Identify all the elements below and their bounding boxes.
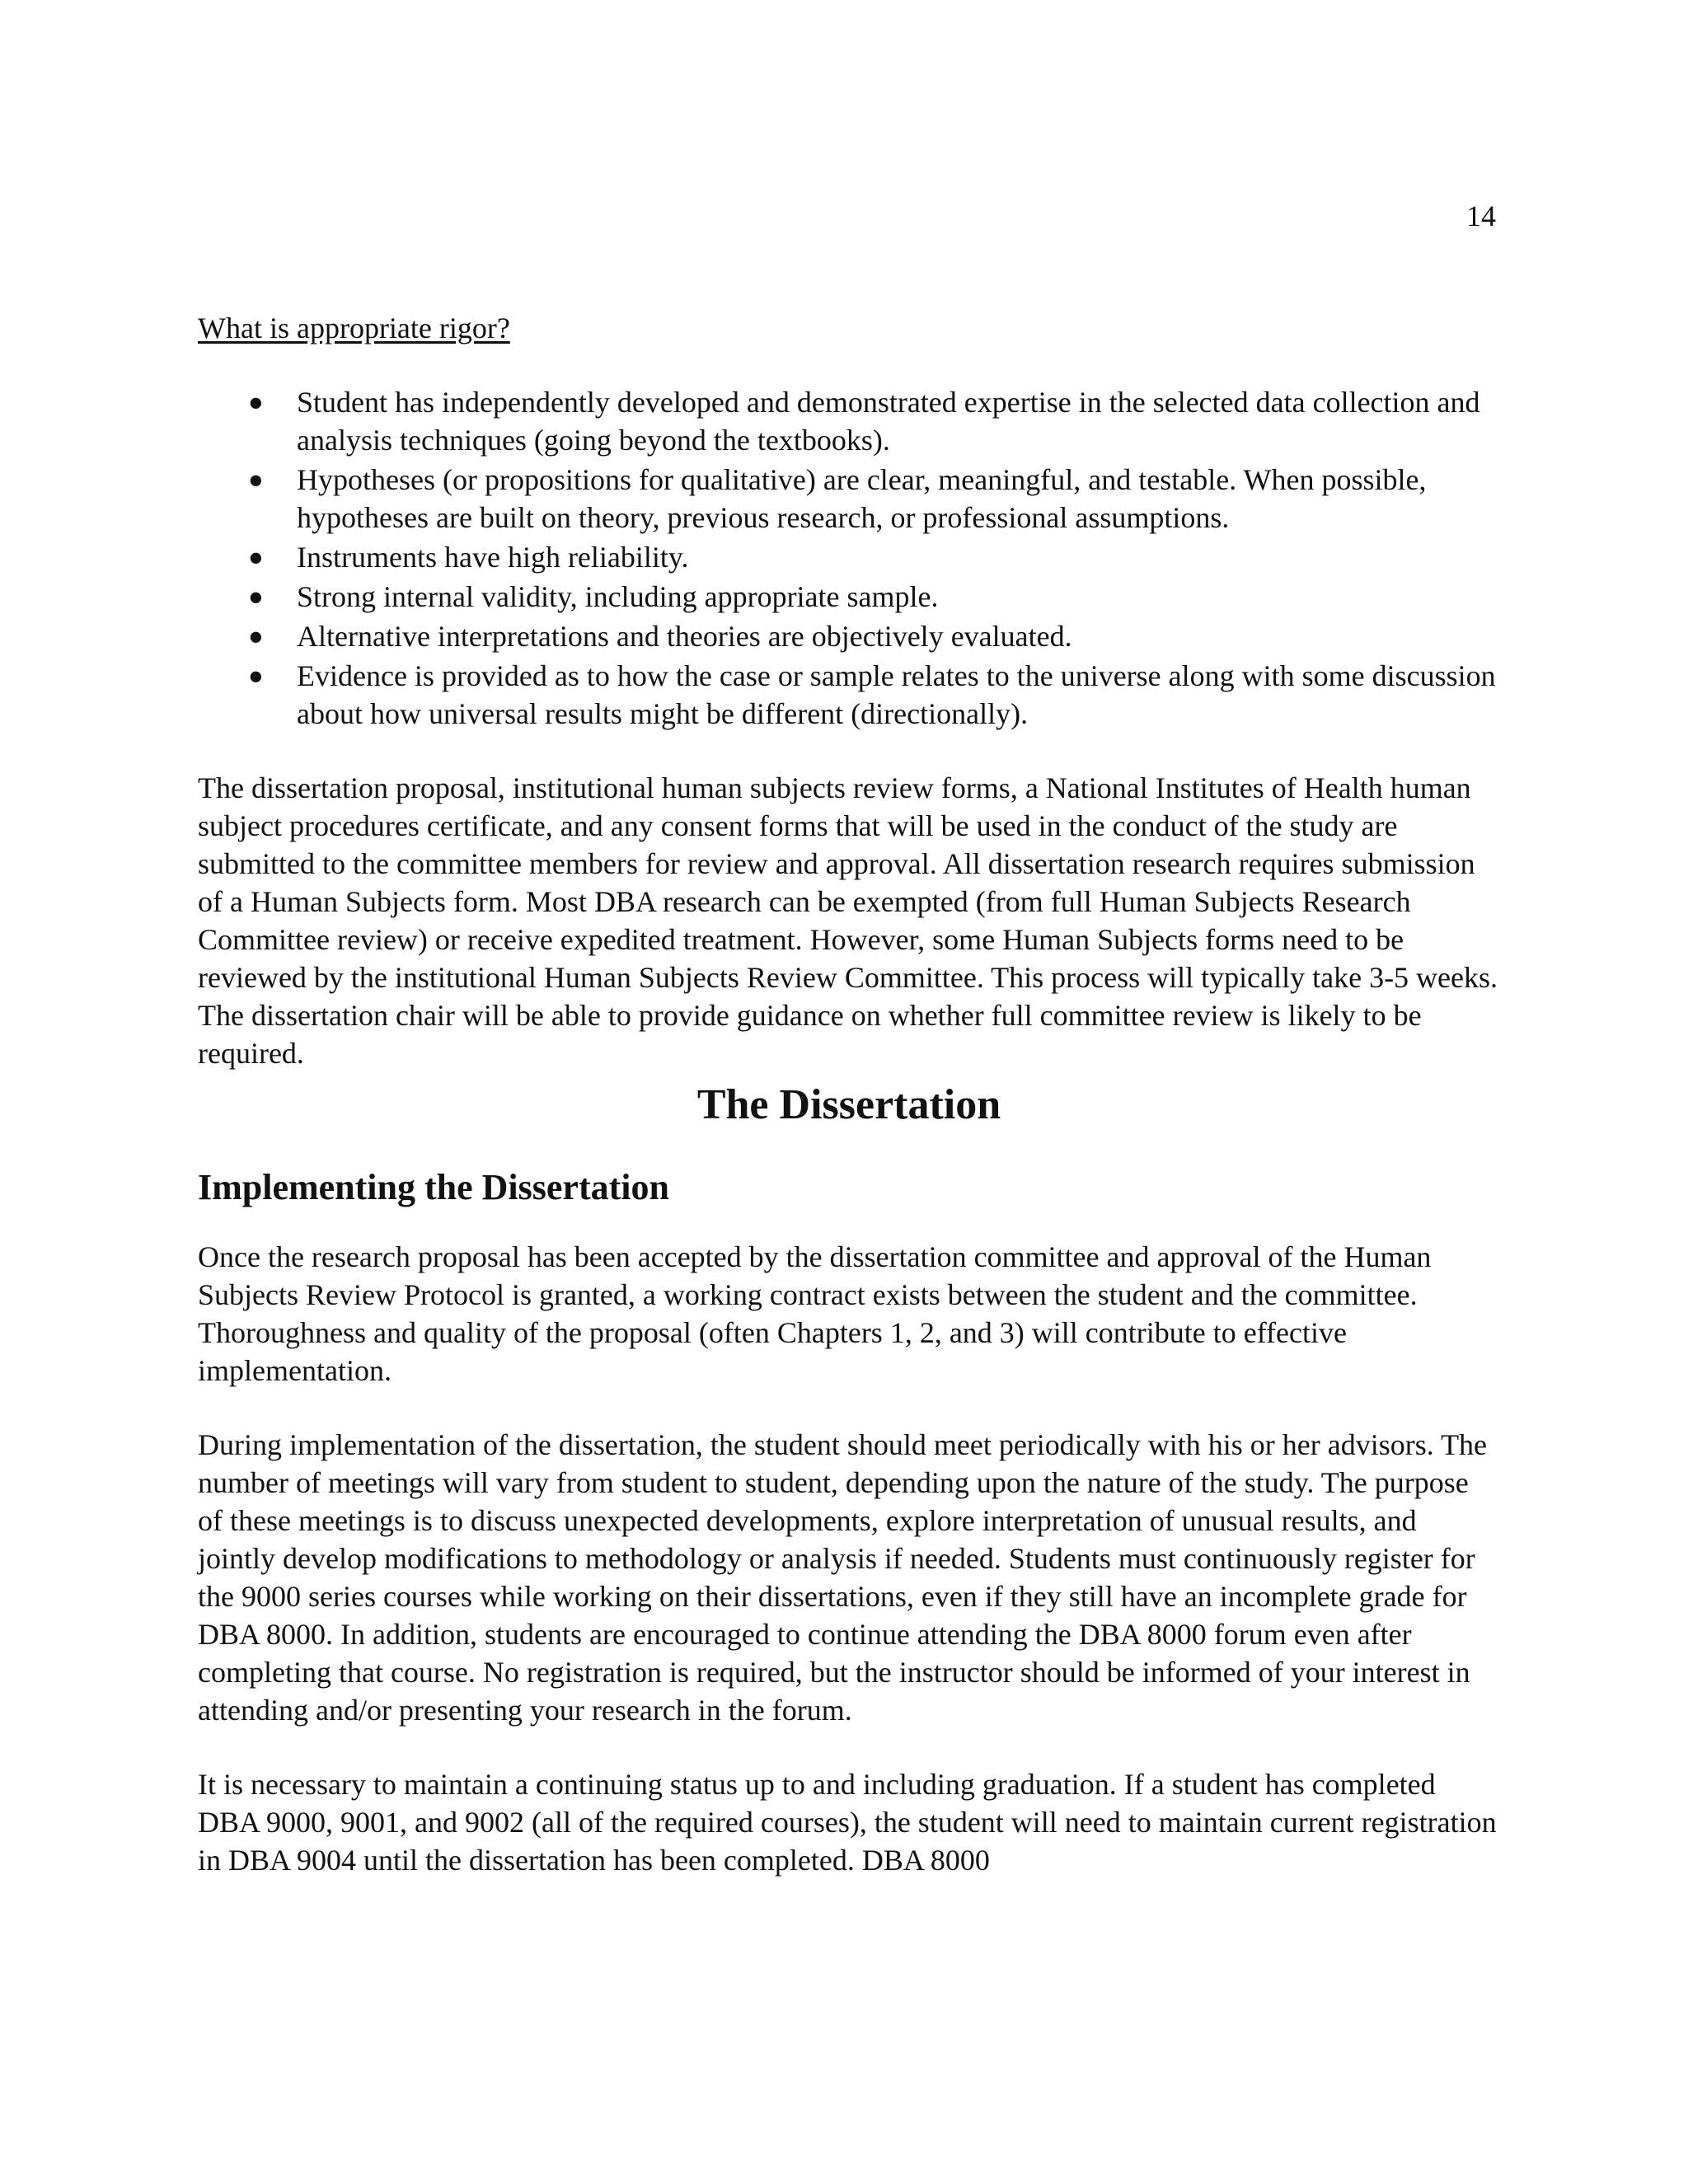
section-title: The Dissertation [696, 1081, 1001, 1128]
bullet-text: Alternative interpretations and theories are objectively evaluated. [297, 620, 1072, 653]
document-body [198, 309, 1500, 1879]
bullet-icon: ● [248, 542, 264, 571]
implementing-heading: Implementing the Dissertation [198, 1167, 669, 1207]
rigor-heading: What is appropriate rigor? [198, 312, 510, 344]
bullet-interpretations [198, 617, 1500, 655]
bullet-evidence [198, 657, 1500, 733]
bullet-text: Instruments have high reliability. [297, 541, 689, 574]
bullet-icon: ● [248, 661, 264, 690]
bullet-text: Strong internal validity, including appropriate sample. [297, 580, 939, 613]
bullet-text: Evidence is provided as to how the case or sample relates to the universe along with some discussion about how universal results might be different (directionally). [297, 659, 1496, 730]
rigor-bullet-list [198, 383, 1500, 733]
rigor-section [198, 309, 1500, 1072]
proposal-paragraph: The dissertation proposal, institutional human subjects review forms, a National Institutes of Health human subject procedures certificate, and any consent forms that will be used in the conduct of the study are submitted to the committee members for review and approval. All dissertation research requires submission of a Human Subjects form. Most DBA research can be exempted (from full Human Subjects Research Committee review) or receive expedited treatment. However, some Human Subjects forms need to be reviewed by the institutional Human Subjects Review Committee. This process will typically take 3-5 weeks. The dissertation chair will be able to provide guidance on whether full committee review is likely to be required. [198, 771, 1498, 1070]
bullet-reliability [198, 538, 1500, 576]
bullet-icon: ● [248, 387, 264, 416]
bullet-icon: ● [248, 621, 264, 650]
page-number: 14 [1466, 199, 1496, 232]
bullet-text: Hypotheses (or propositions for qualitative) are clear, meaningful, and testable. When possible, hypotheses are built on theory, previous research, or professional assumptions. [297, 463, 1427, 534]
bullet-icon: ● [248, 582, 264, 611]
implementing-paragraph-meetings: During implementation of the dissertation, the student should meet periodically with his or her advisors. The number of meetings will vary from student to student, depending upon the nature of the study. The purpose of these meetings is to discuss unexpected developments, explore interpretation of unusual results, and jointly develop modifications to methodology or analysis if needed. Students must continuously register for the 9000 series courses while working on their dissertations, even if they still have an incomplete grade for DBA 8000. In addition, students are encouraged to continue attending the DBA 8000 forum even after completing that course. No registration is required, but the instructor should be informed of your interest in attending and/or presenting your research in the forum. [198, 1428, 1488, 1727]
bullet-icon: ● [248, 465, 264, 494]
bullet-expertise [198, 383, 1500, 459]
implementing-paragraph-continuing-status: It is necessary to maintain a continuing status up to and including graduation. If a student has completed DBA 9000, 9001, and 9002 (all of the required courses), the student will need to maintain current registration in DBA 9004 until the dissertation has been completed. DBA 8000 [198, 1768, 1497, 1877]
bullet-text: Student has independently developed and demonstrated expertise in the selected data collection and analysis techniques (going beyond the textbooks). [297, 386, 1480, 457]
bullet-hypotheses [198, 461, 1500, 537]
implementing-section [198, 1165, 1500, 1879]
implementing-paragraph-contract: Once the research proposal has been accepted by the dissertation committee and approval of the Human Subjects Review Protocol is granted, a working contract exists between the student and the committee. Thoroughness and quality of the proposal (often Chapters 1, 2, and 3) will contribute to effective implementation. [198, 1240, 1432, 1387]
bullet-validity [198, 578, 1500, 616]
